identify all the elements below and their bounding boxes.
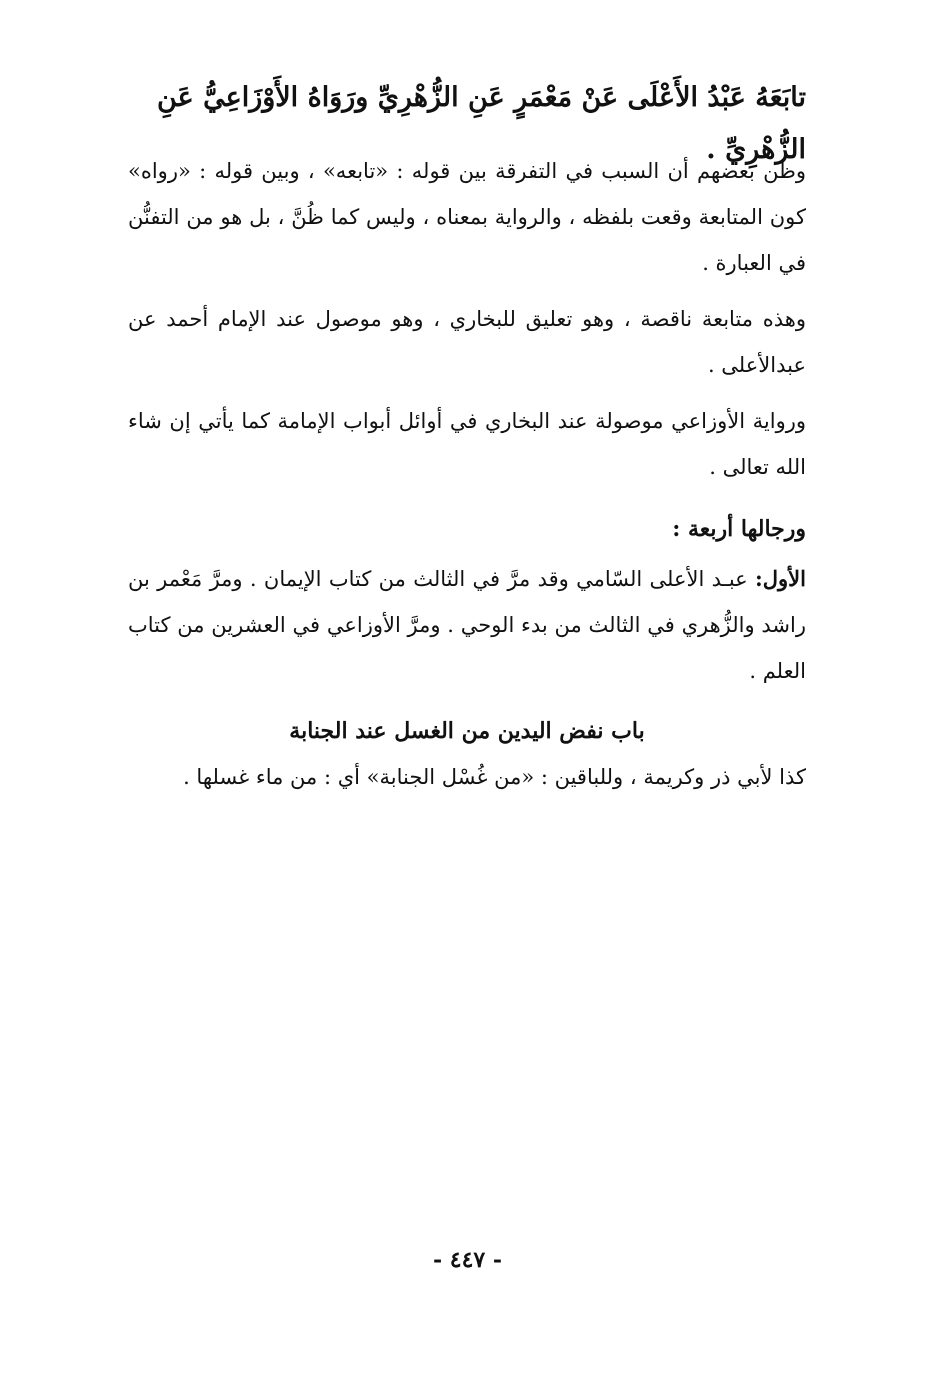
chapter-note: كذا لأبي ذر وكريمة ، وللباقين : «من غُسْل الجنابة» أي : من ماء غسلها . <box>183 765 806 789</box>
commentary-paragraph: وظن بعضهم أن السبب في التفرقة بين قوله : «تابعه» ، وبين قوله : «رواه» كون المتابعة وقعت بلفظه ، والرواية بمعناه ، وليس كما ظُنَّ ، بل هو من التفنُّن في العبارة . <box>128 159 806 275</box>
narrators-heading: ورجالها أربعة : <box>672 516 806 542</box>
hadith-text: تابَعَهُ عَبْدُ الأَعْلَى عَنْ مَعْمَرٍ عَنِ الزُّهْرِيِّ ورَوَاهُ الأَوْزَاعِيُّ عَنِ الزُّهْرِيِّ . <box>157 82 806 165</box>
commentary-paragraph: وهذه متابعة ناقصة ، وهو تعليق للبخاري ، وهو موصول عند الإمام أحمد عن عبدالأعلى . <box>128 307 806 377</box>
narrators-paragraph <box>128 556 806 694</box>
commentary-paragraph: ورواية الأوزاعي موصولة عند البخاري في أوائل أبواب الإمامة كما يأتي إن شاء الله تعالى . <box>128 409 806 479</box>
narrator-text: عبـد الأعلى السّامي وقد مرَّ في الثالث من كتاب الإيمان . ومرَّ مَعْمر بن راشد والزُّهري في الثالث من بدء الوحي . ومرَّ الأوزاعي في العشرين من كتاب العلم . <box>128 567 806 683</box>
narrator-ordinal: الأول: <box>755 566 806 591</box>
chapter-title: باب نفض اليدين من الغسل عند الجنابة <box>289 718 645 744</box>
page-number: - ٤٤٧ - <box>432 1247 503 1273</box>
